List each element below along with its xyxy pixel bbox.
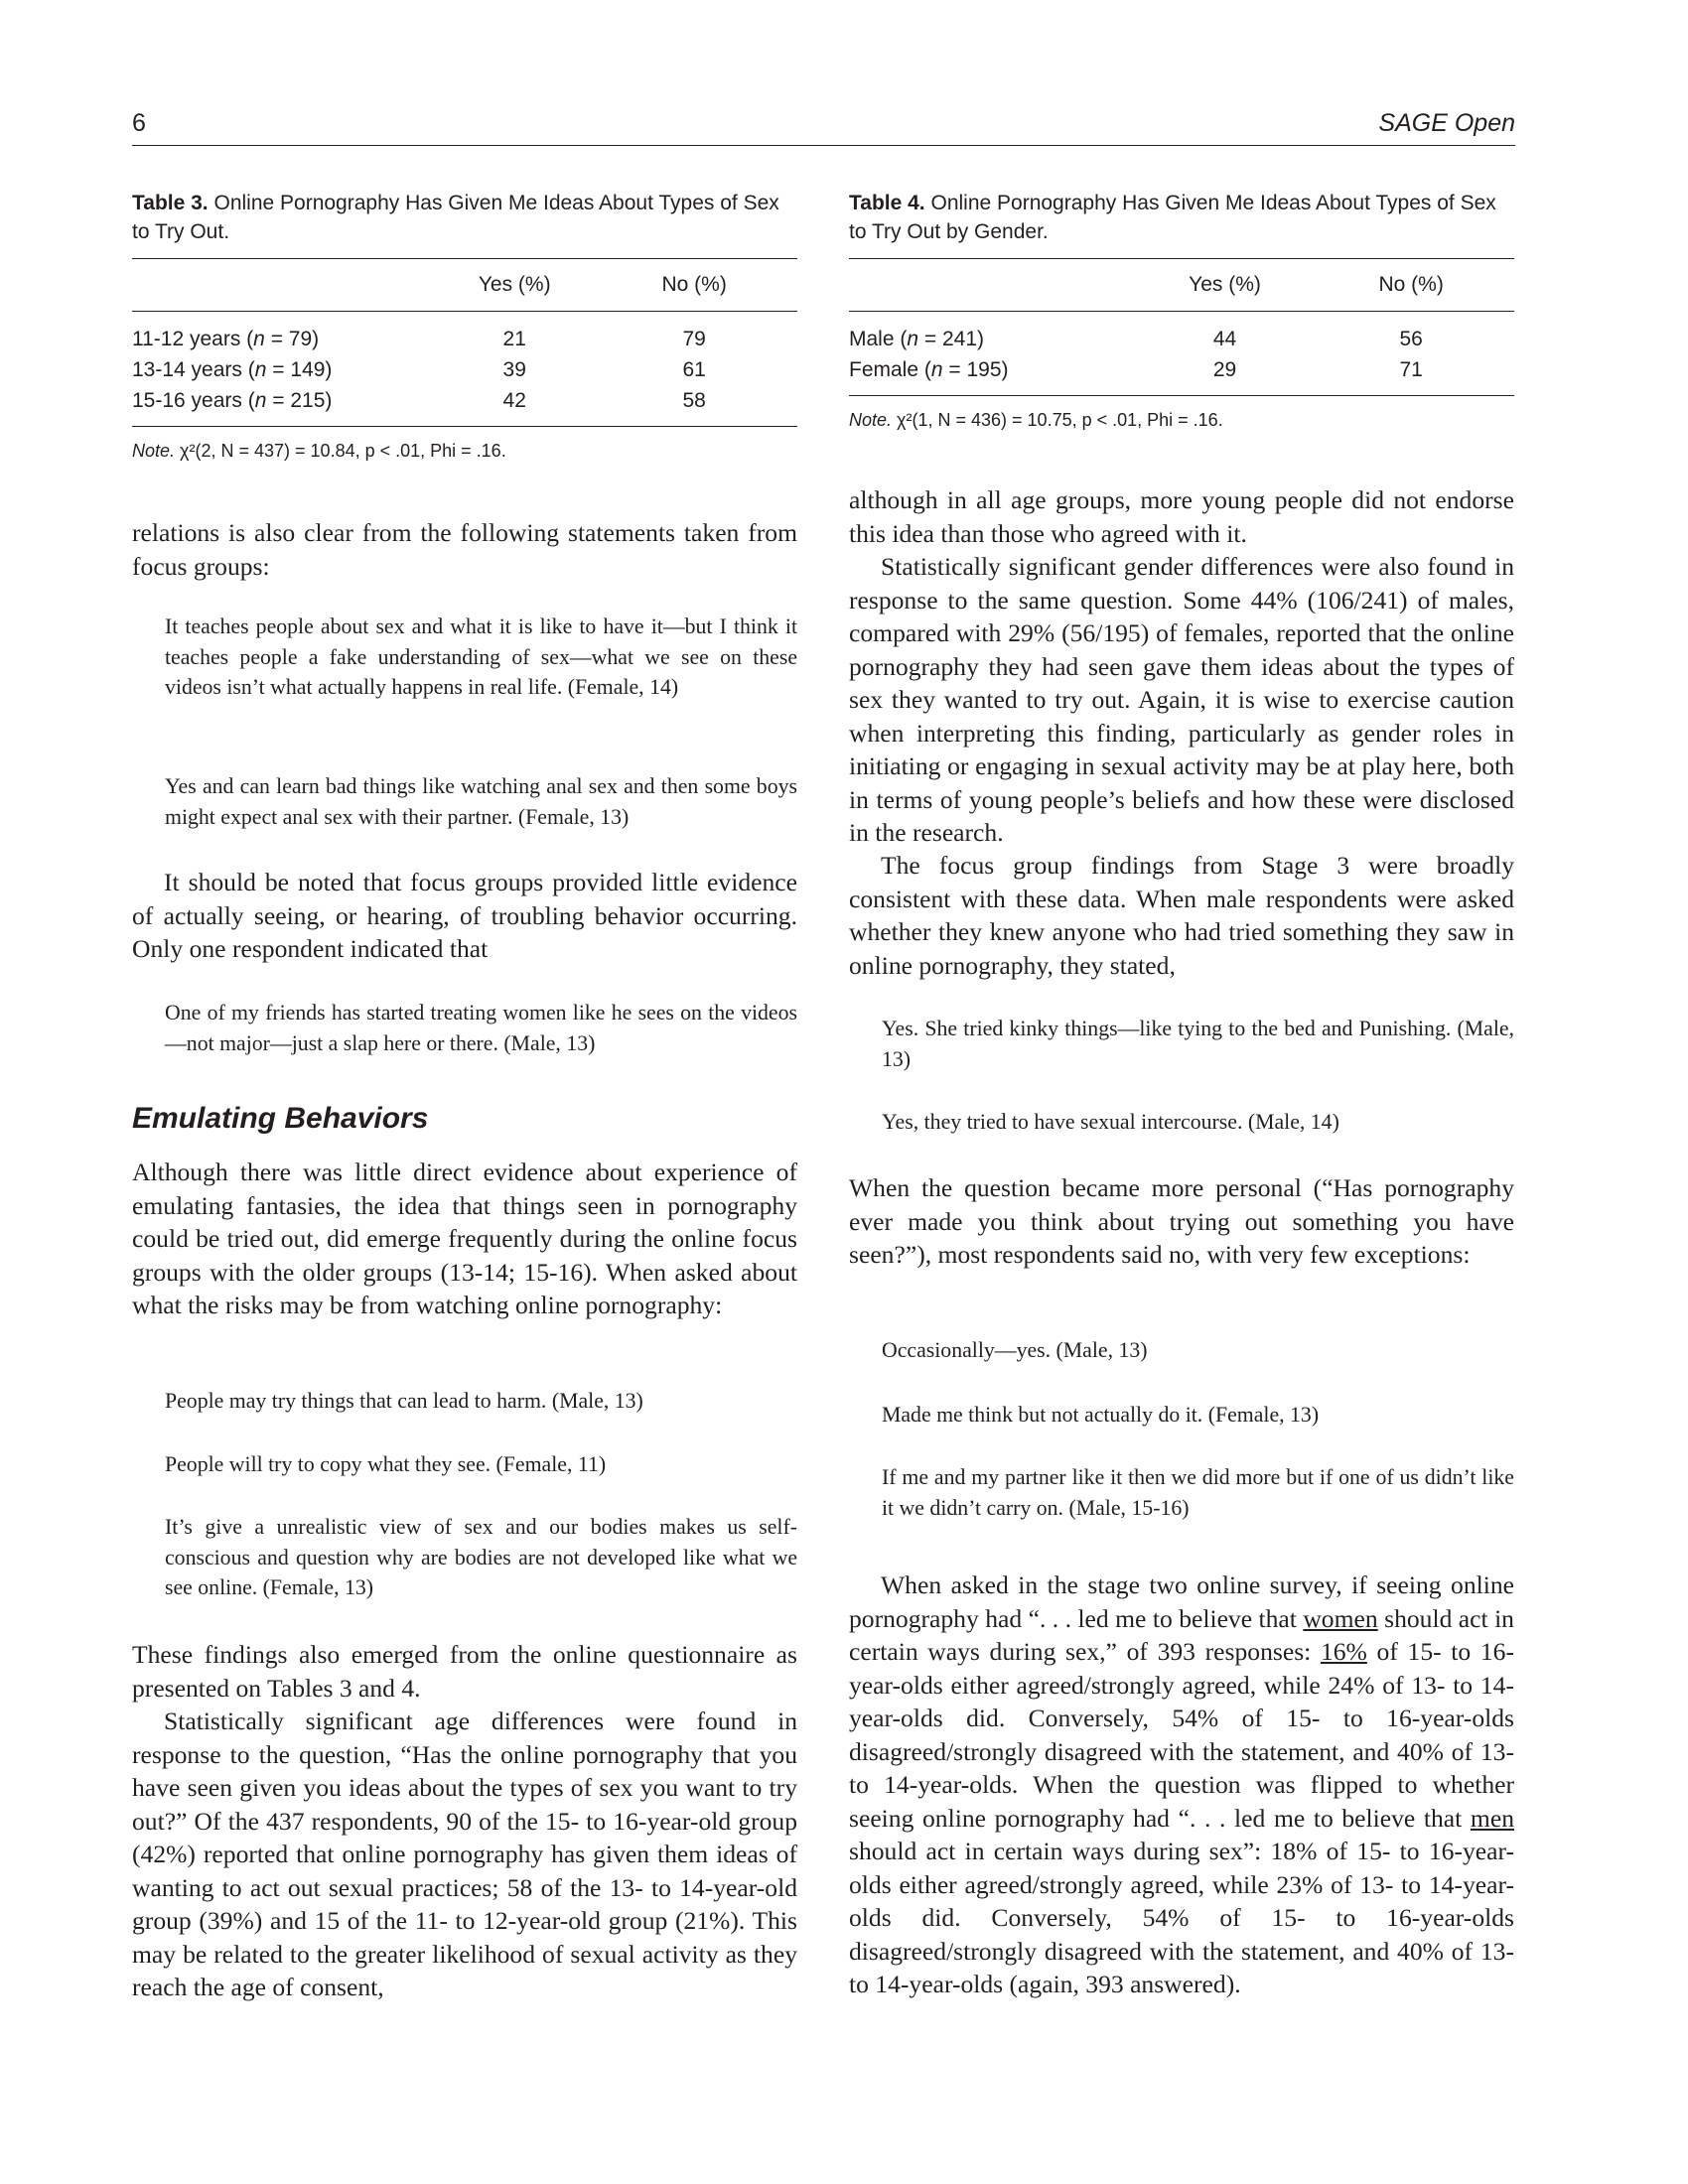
table-4-caption: Table 4. Online Pornography Has Given Me Ideas About Types of Sex to Try Out by Gender. xyxy=(849,192,1496,243)
paragraph-although: although in all age groups, more young people did not endorse this idea than those who agreed with it. xyxy=(849,485,1514,548)
underlined-percent: 16% xyxy=(1320,1637,1367,1666)
table-4-note: Note. χ²(1, N = 436) = 10.75, p < .01, Phi = .16. xyxy=(849,410,1223,430)
table-3-note: Note. χ²(2, N = 437) = 10.84, p < .01, Phi = .16. xyxy=(132,441,506,461)
table-3-caption: Table 3. Online Pornography Has Given Me Ideas About Types of Sex to Try Out. xyxy=(132,192,779,243)
quote-2: Yes and can learn bad things like watching anal sex and then some boys might expect anal sex with their partner. (Female, 13) xyxy=(165,774,797,829)
underlined-men: men xyxy=(1470,1803,1514,1833)
quote-6: It’s give a unrealistic view of sex and our bodies makes us self-conscious and question why are bodies are not developed like what we see online. (Female, 13) xyxy=(165,1515,797,1599)
table-3 xyxy=(132,189,797,462)
paragraph-focus: The focus group findings from Stage 3 were broadly consistent with these data. When male respondents were asked whether they knew anyone who had tried something they saw in online pornography, they stated, xyxy=(849,851,1514,980)
header-rule xyxy=(132,145,1515,146)
table-4-label: Table 4. xyxy=(849,192,925,214)
table-row: Female (n = 195) 29 71 xyxy=(849,354,1514,396)
quote-7: Yes. She tried kinky things—like tying to the bed and Punishing. (Male, 13) xyxy=(882,1017,1514,1071)
paragraph-relations: relations is also clear from the following statements taken from focus groups: xyxy=(132,518,797,581)
quote-9: Occasionally—yes. (Male, 13) xyxy=(882,1338,1148,1362)
quote-4: People may try things that can lead to harm. (Male, 13) xyxy=(165,1389,643,1413)
paragraph-noted: It should be noted that focus groups provided little evidence of actually seeing, or hearing, of troubling behavior occurring. Only one respondent indicated that xyxy=(132,868,797,963)
quote-8: Yes, they tried to have sexual intercourse. (Male, 14) xyxy=(882,1110,1339,1134)
table-3-label: Table 3. xyxy=(132,192,209,214)
table-4 xyxy=(849,189,1514,431)
table-header-row: Yes (%) No (%) xyxy=(132,259,797,312)
paragraph-gender: Statistically significant gender differences were also found in response to the same question. Some 44% (106/241) of males, compared with 29% (56/195) of females, reported that the online pornography they had seen gave them ideas about the types of sex they wanted to try out. Again, it is wise to exercise caution when interpreting this finding, particularly as gender roles in initiating or engaging in sexual activity may be at play here, both in terms of young people’s beliefs and how these were disclosed in the research. xyxy=(849,552,1514,847)
table-row: 11-12 years (n = 79) 21 79 xyxy=(132,327,706,350)
quote-3: One of my friends has started treating women like he sees on the videos—not major—just a slap here or there. (Male, 13) xyxy=(165,1001,797,1055)
paragraph-findings: These findings also emerged from the online questionnaire as presented on Tables 3 and 4. xyxy=(132,1640,797,1703)
paragraph-statistical: Statistically significant age differences were found in response to the question, “Has the online pornography that you have seen given you ideas about the types of sex you want to try out?” Of the 437 respondents, 90 of the 15- to 16-year-old group (42%) reported that online pornography has given them ideas of wanting to act out sexual practices; 58 of the 13- to 14-year-old group (39%) and 15 of the 11- to 12-year-old group (21%). This may be related to the greater likelihood of sexual activity as they reach the age of consent, xyxy=(132,1706,797,2001)
underlined-women: women xyxy=(1303,1603,1378,1633)
page-number: 6 xyxy=(132,109,146,137)
table-header-row: Yes (%) No (%) xyxy=(849,259,1514,312)
table-row: 15-16 years (n = 215) 42 58 xyxy=(132,385,797,427)
quote-1: It teaches people about sex and what it is like to have it—but I think it teaches people a fake understanding of sex—what we see on these videos isn’t what actually happens in real life. (Female, 14) xyxy=(165,614,797,699)
table-3-grid xyxy=(132,258,797,427)
table-row: 13-14 years (n = 149) 39 61 xyxy=(132,357,706,381)
section-heading: Emulating Behaviors xyxy=(132,1102,429,1135)
journal-title: SAGE Open xyxy=(1378,109,1515,137)
quote-11: If me and my partner like it then we did more but if one of us didn’t like it we didn’t carry on. (Male, 15-16) xyxy=(882,1465,1514,1520)
paragraph-emulating: Although there was little direct evidence about experience of emulating fantasies, the idea that things seen in pornography could be tried out, did emerge frequently during the online focus groups with the older groups (13-14; 15-16). When asked about what the risks may be from watching online pornography: xyxy=(132,1158,797,1319)
table-4-grid xyxy=(849,258,1514,396)
quote-10: Made me think but not actually do it. (Female, 13) xyxy=(882,1403,1320,1427)
paragraph-personal: When the question became more personal (“Has pornography ever made you think about trying out something you have seen?”), most respondents said no, with very few exceptions: xyxy=(849,1173,1514,1269)
paragraph-survey: When asked in the stage two online survey, if seeing online pornography had “. . . led me to believe that women should act in certain ways during sex,” of 393 responses: 16% of 15- to 16-year-olds either agreed/strongly agreed, while 24% of 13- to 14-year-olds did. Conversely, 54% of 15- to 16-year-olds disagreed/strongly disagreed with the statement, and 40% of 13- to 14-year-olds. When the question was flipped to whether seeing online pornography had “. . . led me to believe that men should act in certain ways during sex”: 18% of 15- to 16-year-olds either agreed/strongly agreed, while 23% of 13- to 14-year-olds did. Conversely, 54% of 15- to 16-year-olds disagreed/strongly disagreed with the statement, and 40% of 13- to 14-year-olds (again, 393 answered). xyxy=(849,1570,1514,1998)
quote-5: People will try to copy what they see. (Female, 11) xyxy=(165,1452,607,1476)
table-row: Male (n = 241) 44 56 xyxy=(849,327,1423,350)
